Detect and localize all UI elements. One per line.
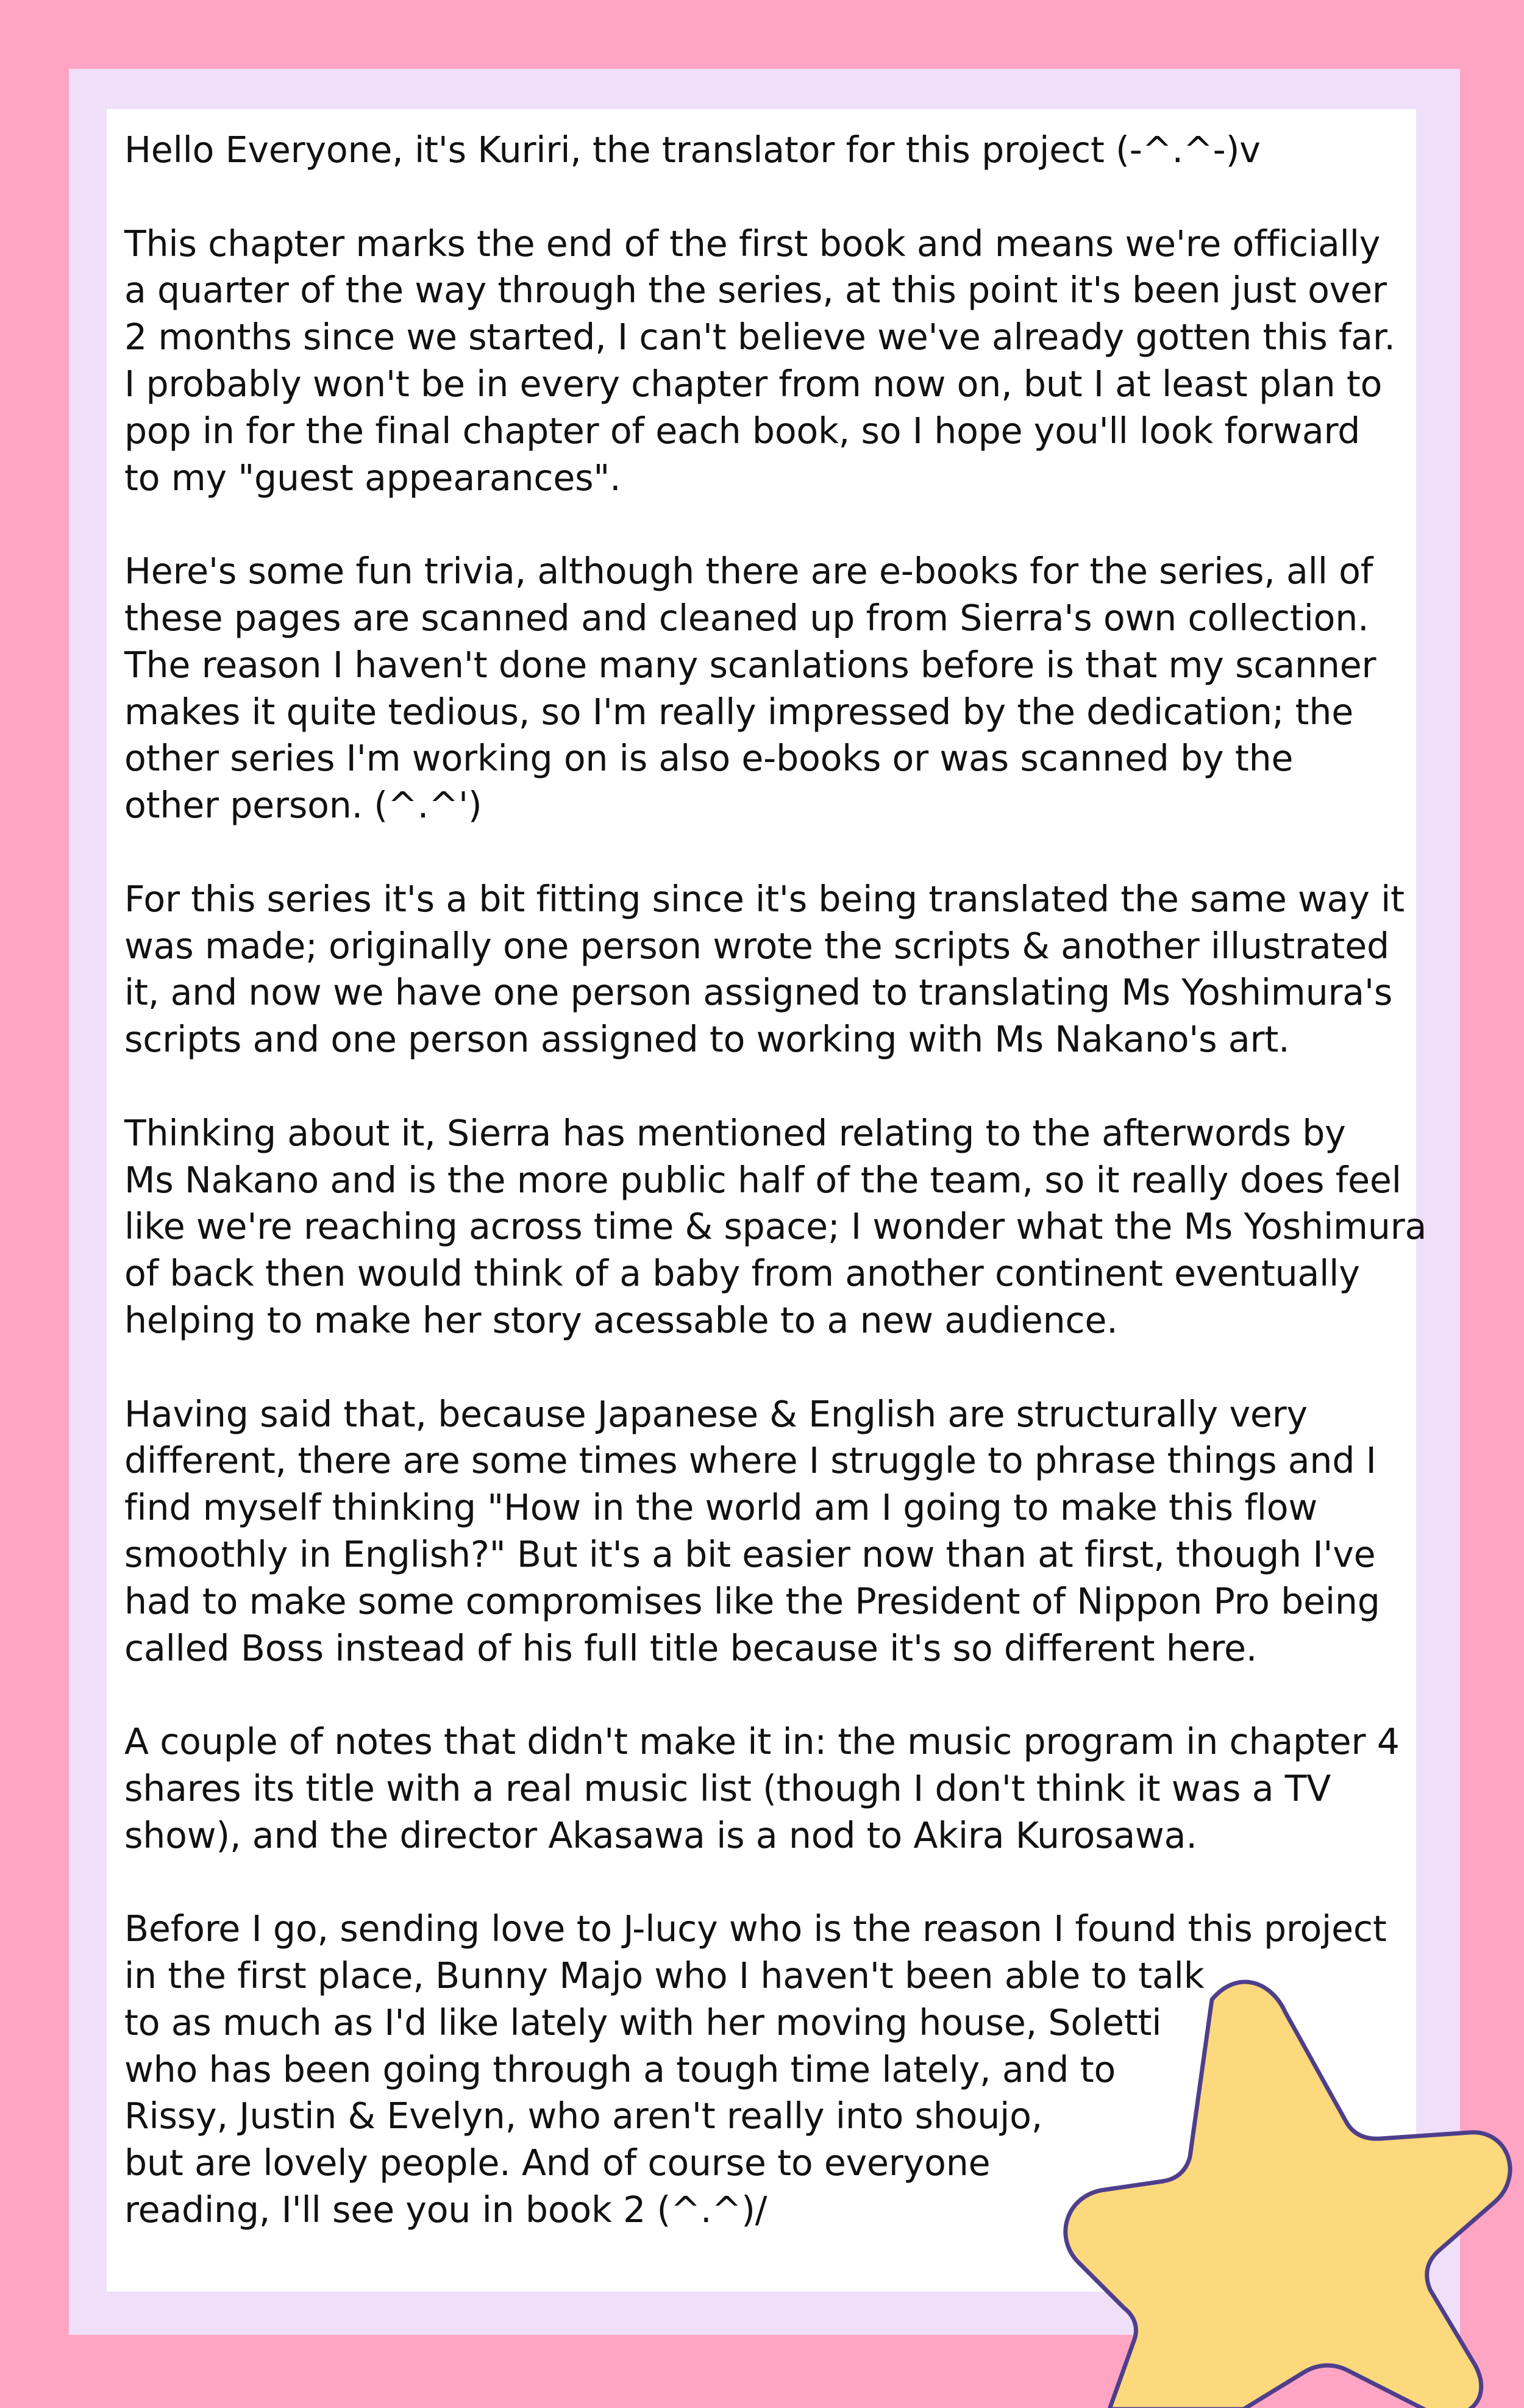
- text-line: A couple of notes that didn't make it in: the music program in chapter 4: [124, 1721, 1400, 1763]
- text-line: shares its title with a real music list (though I don't think it was a TV: [124, 1767, 1331, 1809]
- text-line: The reason I haven't done many scanlations before is that my scanner: [124, 644, 1376, 686]
- text-line: to as much as I'd like lately with her moving house, Soletti: [124, 2001, 1162, 2043]
- text-line: but are lovely people. And of course to everyone: [124, 2142, 991, 2184]
- text-line: Ms Nakano and is the more public half of the team, so it really does feel: [124, 1159, 1401, 1201]
- text-line: Rissy, Justin & Evelyn, who aren't really into shoujo,: [124, 2095, 1043, 2137]
- paragraph: [124, 548, 1411, 829]
- text-line: different, there are some times where I struggle to phrase things and I: [124, 1440, 1376, 1482]
- text-line: Hello Everyone, it's Kuriri, the translator for this project (-^.^-)v: [124, 129, 1261, 171]
- text-line: 2 months since we started, I can't believe we've already gotten this far.: [124, 316, 1395, 358]
- text-line: had to make some compromises like the President of Nippon Pro being: [124, 1580, 1380, 1622]
- text-line: find myself thinking "How in the world am I going to make this flow: [124, 1487, 1318, 1529]
- paragraph: [124, 221, 1411, 502]
- text-line: This chapter marks the end of the first book and means we're officially: [124, 223, 1381, 265]
- star-shape: [1066, 1982, 1510, 2408]
- text-line: a quarter of the way through the series, at this point it's been just over: [124, 269, 1387, 312]
- text-line: show), and the director Akasawa is a nod to Akira Kurosawa.: [124, 1814, 1197, 1856]
- paragraph: [124, 127, 1411, 174]
- text-line: who has been going through a tough time lately, and to: [124, 2048, 1116, 2090]
- translator-note: [124, 127, 1427, 2281]
- paragraph: [124, 1110, 1427, 1344]
- text-line: helping to make her story acessable to a new audience.: [124, 1299, 1118, 1341]
- text-line: reading, I'll see you in book 2 (^.^)/: [124, 2189, 767, 2231]
- text-line: called Boss instead of his full title because it's so different here.: [124, 1627, 1258, 1669]
- text-line: other series I'm working on is also e-books or was scanned by the: [124, 738, 1294, 780]
- text-line: I probably won't be in every chapter from now on, but I at least plan to: [124, 363, 1383, 405]
- text-line: in the first place, Bunny Majo who I haven't been able to talk: [124, 1955, 1205, 1997]
- text-line: to my "guest appearances".: [124, 457, 621, 499]
- text-line: makes it quite tedious, so I'm really impressed by the dedication; the: [124, 691, 1354, 733]
- text-line: of back then would think of a baby from another continent eventually: [124, 1253, 1360, 1295]
- paragraph: [124, 876, 1411, 1063]
- text-line: it, and now we have one person assigned to translating Ms Yoshimura's: [124, 972, 1393, 1014]
- paragraph: [124, 1391, 1411, 1672]
- text-line: these pages are scanned and cleaned up from Sierra's own collection.: [124, 597, 1369, 639]
- text-line: smoothly in English?" But it's a bit easier now than at first, though I've: [124, 1533, 1376, 1575]
- text-line: like we're reaching across time & space; I wonder what the Ms Yoshimura: [124, 1206, 1427, 1248]
- text-line: scripts and one person assigned to working with Ms Nakano's art.: [124, 1019, 1290, 1061]
- text-line: other person. (^.^'): [124, 785, 482, 827]
- paragraph: [124, 1719, 1411, 1859]
- text-line: was made; originally one person wrote the scripts & another illustrated: [124, 925, 1389, 967]
- text-line: Here's some fun trivia, although there are e-books for the series, all of: [124, 550, 1373, 593]
- star-icon: [1061, 1975, 1524, 2408]
- text-line: Thinking about it, Sierra has mentioned relating to the afterwords by: [124, 1112, 1346, 1154]
- text-line: Having said that, because Japanese & English are structurally very: [124, 1393, 1308, 1435]
- text-line: For this series it's a bit fitting since it's being translated the same way it: [124, 878, 1405, 920]
- text-line: Before I go, sending love to J-lucy who is the reason I found this project: [124, 1908, 1387, 1950]
- text-line: pop in for the final chapter of each book, so I hope you'll look forward: [124, 410, 1361, 452]
